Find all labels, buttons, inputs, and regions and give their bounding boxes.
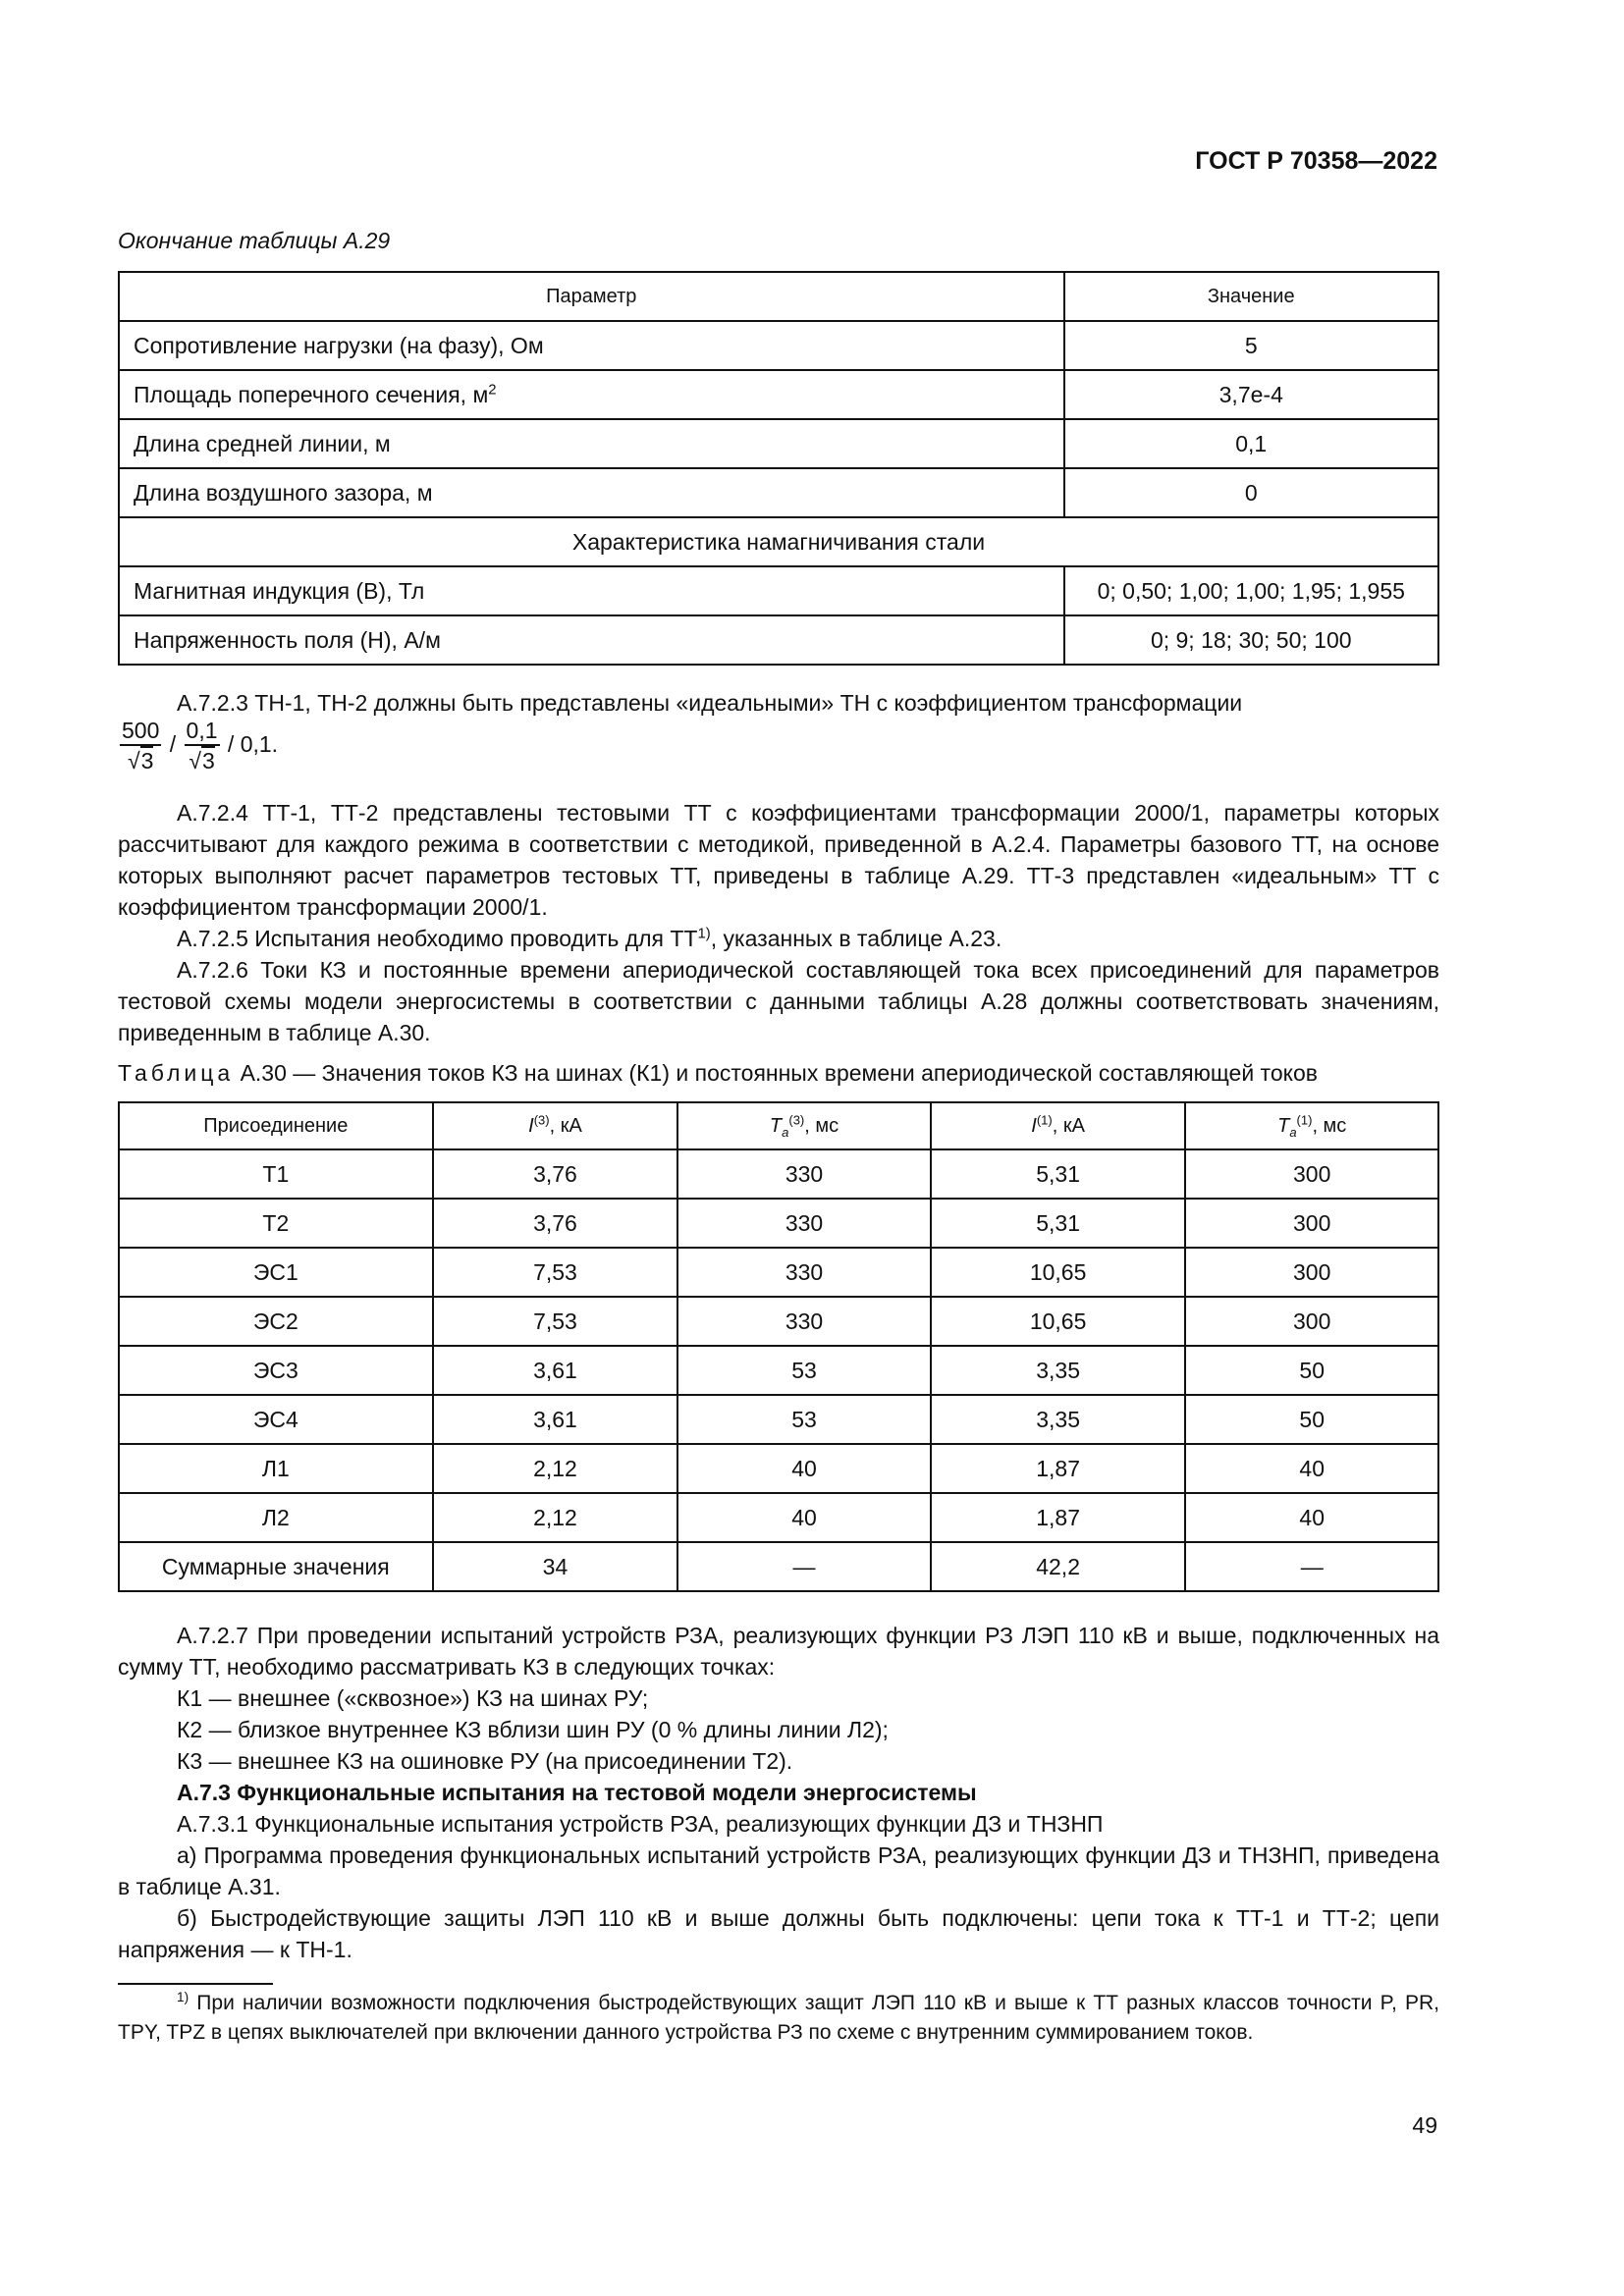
cell: 3,61 [433, 1395, 678, 1444]
table-row [119, 1248, 1438, 1297]
cell: 2,12 [433, 1444, 678, 1493]
cell: ЭС1 [119, 1248, 433, 1297]
cell: 300 [1185, 1297, 1438, 1346]
table-row [119, 468, 1438, 517]
param-cell: Напряженность поля (H), А/м [119, 615, 1064, 665]
cell: — [1185, 1542, 1438, 1591]
column-header-connection: Присоединение [119, 1102, 433, 1149]
cell: Т2 [119, 1199, 433, 1248]
cell: 40 [1185, 1493, 1438, 1542]
table-header-row [119, 272, 1438, 321]
paragraph-a731: А.7.3.1 Функциональные испытания устройств РЗА, реализующих функции ДЗ и ТНЗНП [177, 1811, 1104, 1837]
paragraph-a723: А.7.2.3 ТН-1, ТН-2 должны быть представлены «идеальными» ТН с коэффициентом трансформации [177, 690, 1243, 716]
cell: 1,87 [931, 1444, 1186, 1493]
cell: 300 [1185, 1199, 1438, 1248]
param-cell: Магнитная индукция (B), Тл [119, 566, 1064, 615]
cell: 3,76 [433, 1149, 678, 1199]
table-section-row [119, 517, 1438, 566]
cell: 40 [677, 1493, 931, 1542]
table-row [119, 1346, 1438, 1395]
table-a29 [118, 271, 1439, 666]
cell: 3,35 [931, 1346, 1186, 1395]
column-header-i3: $I^{(3)}$, кА [433, 1102, 678, 1149]
cell: 53 [677, 1395, 931, 1444]
param-cell: Площадь поперечного сечения, $м^2$ [119, 370, 1064, 419]
formula-transformation-ratio: $\frac{500}{√3}$ / $\frac{0,1}{√3}$ / 0,1. [122, 718, 279, 774]
cell: 40 [677, 1444, 931, 1493]
table-header-row [119, 1102, 1438, 1149]
cell: Т1 [119, 1149, 433, 1199]
cell: 7,53 [433, 1248, 678, 1297]
cell: 10,65 [931, 1297, 1186, 1346]
column-header-i1: $I^{(1)}$, кА [931, 1102, 1186, 1149]
table-row [119, 419, 1438, 468]
cell: ЭС3 [119, 1346, 433, 1395]
value-cell: 5 [1064, 321, 1439, 370]
value-cell: 0,1 [1064, 419, 1439, 468]
list-item-k2: К2 — близкое внутреннее КЗ вблизи шин РУ (0 % длины линии Л2); [177, 1717, 889, 1742]
value-cell: 0; 9; 18; 30; 50; 100 [1064, 615, 1439, 665]
cell: 300 [1185, 1149, 1438, 1199]
cell: 330 [677, 1248, 931, 1297]
cell: 50 [1185, 1395, 1438, 1444]
page-number: 49 [1412, 2112, 1437, 2138]
table-continuation-caption: Окончание таблицы А.29 [118, 228, 391, 253]
paragraph-item-b: б) Быстродействующие защиты ЛЭП 110 кВ и выше должны быть подключены: цепи тока к ТТ-1 и ТТ-2; цепи напряжения — к ТН-1. [118, 1905, 1439, 1962]
cell: 3,35 [931, 1395, 1186, 1444]
cell: 3,76 [433, 1199, 678, 1248]
cell: ЭС2 [119, 1297, 433, 1346]
paragraph-a727: А.7.2.7 При проведении испытаний устройств РЗА, реализующих функции РЗ ЛЭП 110 кВ и выше, подключенных на сумму ТТ, необходимо рассматривать КЗ в следующих точках: [118, 1623, 1439, 1680]
table-row [119, 1199, 1438, 1248]
column-header-param: Параметр [119, 272, 1064, 321]
cell: 5,31 [931, 1149, 1186, 1199]
cell: Л1 [119, 1444, 433, 1493]
section-heading-a73: А.7.3 Функциональные испытания на тестовой модели энергосистемы [177, 1780, 977, 1805]
cell: 42,2 [931, 1542, 1186, 1591]
table-a30 [118, 1101, 1439, 1592]
param-cell: Сопротивление нагрузки (на фазу), Ом [119, 321, 1064, 370]
table-total-row [119, 1542, 1438, 1591]
cell: 330 [677, 1199, 931, 1248]
cell: 330 [677, 1297, 931, 1346]
footnote-ref[interactable]: 1) [697, 925, 711, 942]
table-row [119, 321, 1438, 370]
cell: Л2 [119, 1493, 433, 1542]
table-row [119, 1444, 1438, 1493]
column-header-ta3: $T_a^{(3)}$, мс [677, 1102, 931, 1149]
cell: 1,87 [931, 1493, 1186, 1542]
cell: 330 [677, 1149, 931, 1199]
cell: 34 [433, 1542, 678, 1591]
footnote-divider [118, 1983, 273, 1985]
table-row [119, 1395, 1438, 1444]
footnote: $^{1)}$ При наличии возможности подключения быстродействующих защит ЛЭП 110 кВ и выше к ТТ разных классов точности P, PR, TPY, TPZ в цепях выключателей при включении данного устройства РЗ по схеме с внутренним суммированием токов. [118, 1990, 1439, 2044]
param-cell: Длина воздушного зазора, м [119, 468, 1064, 517]
table-a30-title: Таблица А.30 — Значения токов КЗ на шинах (К1) и постоянных времени апериодической составляющей токов [118, 1060, 1318, 1086]
footnote-mark: 1) [177, 1990, 189, 2004]
paragraph-a724: А.7.2.4 ТТ-1, ТТ-2 представлены тестовыми ТТ с коэффициентами трансформации 2000/1, параметры которых рассчитывают для каждого режима в соответствии с методикой, приведенной в А.2.4. Параметры базового ТТ, на основе которых выполняют расчет параметров тестовых ТТ, приведены в таблице А.29. ТТ-3 представлен «идеальным» ТТ с коэффициентом трансформации 2000/1. [118, 800, 1439, 920]
param-cell: Длина средней линии, м [119, 419, 1064, 468]
cell: 40 [1185, 1444, 1438, 1493]
cell: — [677, 1542, 931, 1591]
cell: 300 [1185, 1248, 1438, 1297]
value-cell: 0 [1064, 468, 1439, 517]
fraction-secondary: $\frac{0,1}{√3}$ [186, 718, 218, 774]
section-heading-cell: Характеристика намагничивания стали [119, 517, 1438, 566]
table-row [119, 370, 1438, 419]
value-cell: 0; 0,50; 1,00; 1,00; 1,95; 1,955 [1064, 566, 1439, 615]
table-row [119, 1493, 1438, 1542]
list-item-k3: К3 — внешнее КЗ на ошиновке РУ (на присоединении Т2). [177, 1748, 793, 1774]
cell: ЭС4 [119, 1395, 433, 1444]
fraction-primary: $\frac{500}{√3}$ [122, 718, 160, 774]
table-row [119, 615, 1438, 665]
document-header: ГОСТ Р 70358—2022 [1195, 147, 1437, 175]
cell: 53 [677, 1346, 931, 1395]
table-row [119, 1149, 1438, 1199]
column-header-value: Значение [1064, 272, 1439, 321]
paragraph-a726: А.7.2.6 Токи КЗ и постоянные времени апериодической составляющей тока всех присоединений для параметров тестовой схемы модели энергосистемы в соответствии с данными таблицы А.28 должны соответствовать значениям, приведенным в таблице А.30. [118, 957, 1439, 1045]
cell: 7,53 [433, 1297, 678, 1346]
value-cell: 3,7е-4 [1064, 370, 1439, 419]
cell: 2,12 [433, 1493, 678, 1542]
cell: 10,65 [931, 1248, 1186, 1297]
list-item-k1: К1 — внешнее («сквозное») КЗ на шинах РУ; [177, 1685, 649, 1711]
cell: Суммарные значения [119, 1542, 433, 1591]
cell: 5,31 [931, 1199, 1186, 1248]
paragraph-item-a: а) Программа проведения функциональных испытаний устройств РЗА, реализующих функции ДЗ и ТНЗНП, приведена в таблице А.31. [118, 1842, 1439, 1899]
table-row [119, 1297, 1438, 1346]
cell: 3,61 [433, 1346, 678, 1395]
column-header-ta1: $T_a^{(1)}$, мс [1185, 1102, 1438, 1149]
cell: 50 [1185, 1346, 1438, 1395]
paragraph-a725: А.7.2.5 Испытания необходимо проводить для ТТ$^{1)}$, указанных в таблице А.23. [177, 925, 1002, 951]
table-row [119, 566, 1438, 615]
